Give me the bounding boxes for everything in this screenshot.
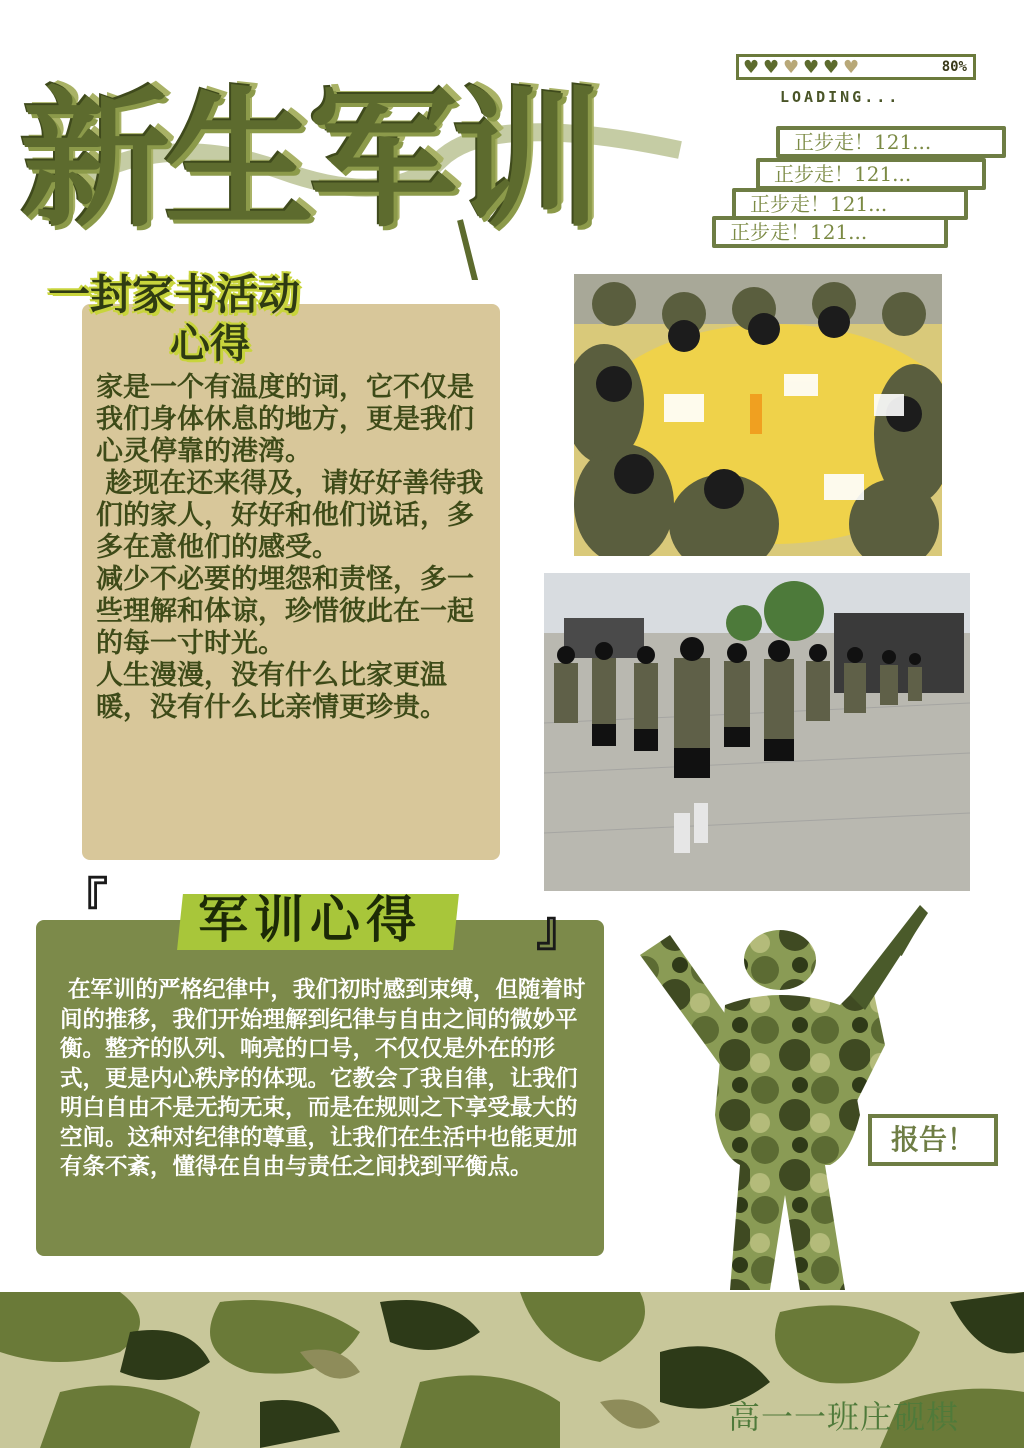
speech-bubble: 正步走！121... — [776, 126, 1006, 158]
bracket-open: 『 — [60, 873, 109, 929]
speech-bubble: 正步走！121... — [712, 216, 948, 248]
photo-illustration — [544, 573, 970, 891]
speech-bubble: 正步走！121... — [732, 188, 968, 220]
heart-icon: ♥ — [843, 57, 860, 78]
letter-subtitle: 心得 — [170, 321, 250, 367]
author-name: 高一一班庄砚棋 — [728, 1398, 960, 1436]
loading-bar — [736, 54, 976, 80]
heart-icon: ♥ — [763, 57, 780, 78]
report-speech-box: 报告！ — [868, 1114, 998, 1166]
training-body: 在军训的严格纪律中，我们初时感到束缚，但随着时间的推移，我们开始理解到纪律与自由之间的微妙平衡。整齐的队列、响亮的口号，不仅仅是外在的形式，更是内心秩序的体现。它教会了我自律，让我们明白自由不是无拘无束，而是在规则之下享受最大的空间。这种对纪律的尊重，让我们在生活中也能更加有条不紊，懂得在自由与责任之间找到平衡点。 — [60, 977, 586, 1180]
heart-icon: ♥ — [783, 57, 800, 78]
loading-label: LOADING... — [780, 88, 901, 106]
soldier-silhouette — [630, 895, 930, 1295]
training-title: 军训心得 — [198, 890, 422, 949]
photo-illustration — [574, 274, 942, 556]
loading-percent: 80% — [941, 59, 967, 75]
heart-icon: ♥ — [823, 57, 840, 78]
poster-title — [20, 40, 720, 280]
photo-students-writing — [570, 270, 946, 560]
bracket-close: 』 — [536, 901, 585, 957]
heart-icon: ♥ — [743, 57, 760, 78]
heart-icon: ♥ — [803, 57, 820, 78]
letter-body: 家是一个有温度的词，它不仅是我们身体休息的地方，更是我们心灵停靠的港湾。 趁现在还来得及，请好好善待我们的家人，好好和他们说话，多多在意他们的感受。 减少不必要的埋怨和责怪，多一些理解和体谅，珍惜彼此在一起的每一寸时光。 人生漫漫，没有什么比家更温暖，没有什么比亲情更珍贵。 — [96, 372, 484, 723]
title-text: 新生军训 — [20, 72, 597, 248]
letter-title: 一封家书活动 — [48, 270, 301, 319]
speech-bubble: 正步走！121... — [756, 158, 986, 190]
photo-students-marching — [544, 573, 970, 891]
